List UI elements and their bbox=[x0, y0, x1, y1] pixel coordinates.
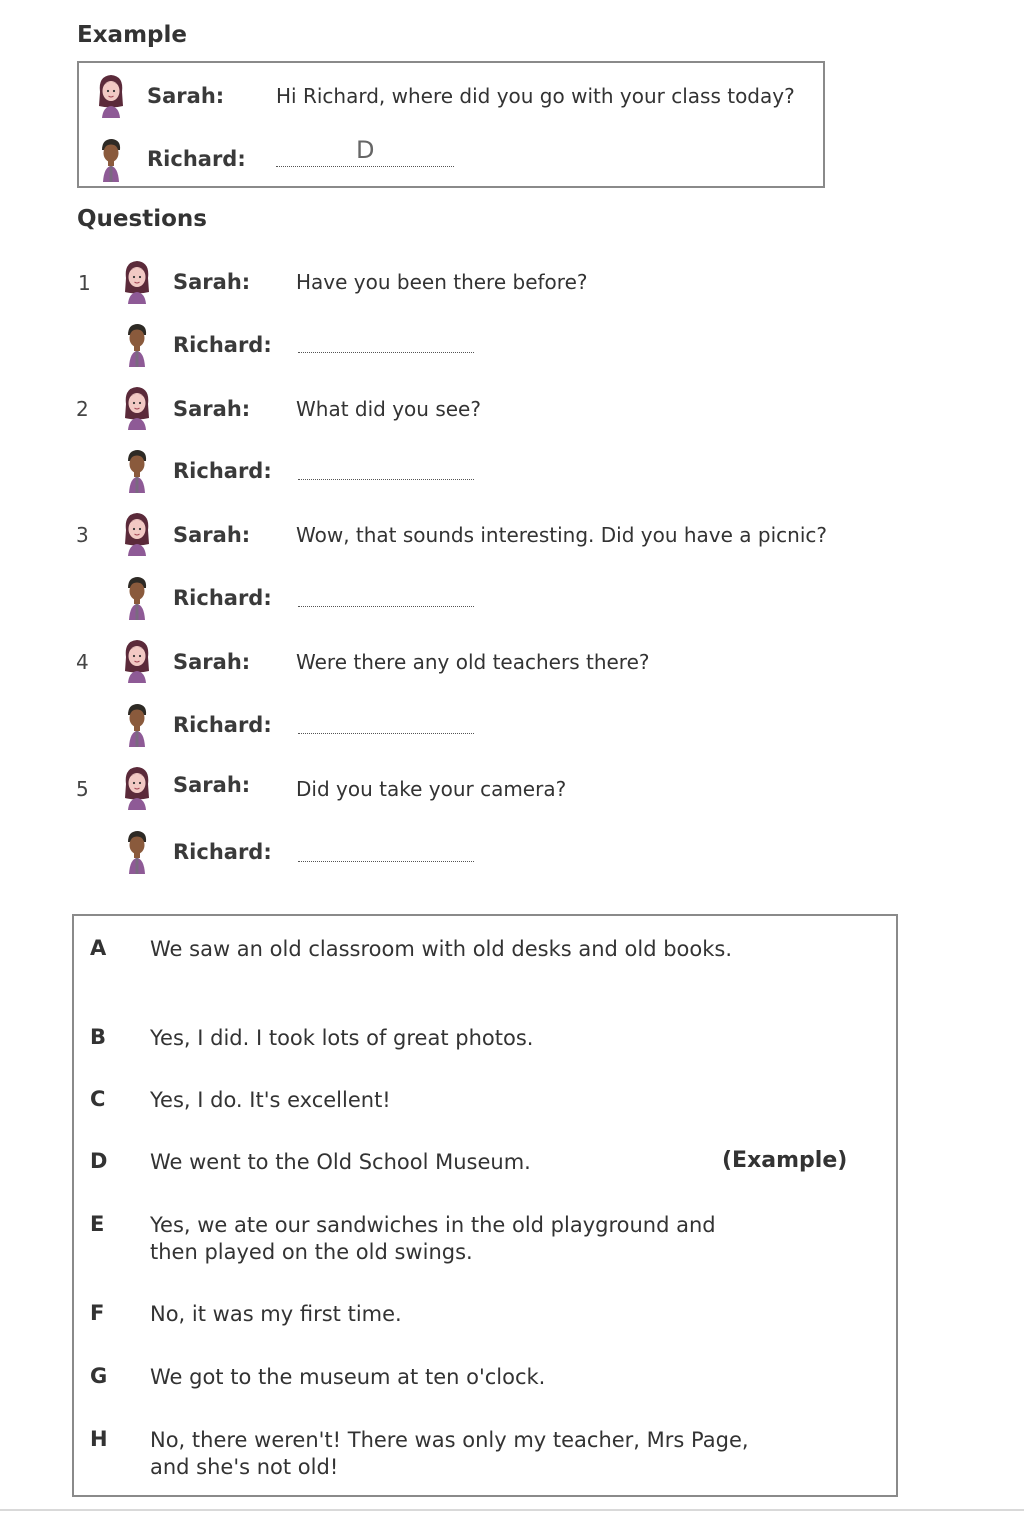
sarah-question: Did you take your camera? bbox=[296, 777, 567, 801]
questions-heading: Questions bbox=[77, 206, 207, 232]
option-text: Yes, we ate our sandwiches in the old playground and then played on the old swings. bbox=[150, 1213, 716, 1264]
option-text: We got to the museum at ten o'clock. bbox=[150, 1365, 546, 1389]
question-number: 4 bbox=[76, 650, 89, 674]
sarah-label: Sarah: bbox=[173, 650, 251, 674]
boy-avatar-icon bbox=[122, 701, 152, 747]
bottom-divider bbox=[0, 1509, 1024, 1511]
sarah-label: Sarah: bbox=[173, 270, 251, 294]
answer-blank[interactable] bbox=[298, 351, 474, 353]
richard-label: Richard: bbox=[173, 586, 272, 610]
sarah-label: Sarah: bbox=[173, 773, 251, 797]
richard-label: Richard: bbox=[173, 713, 272, 737]
girl-avatar-icon bbox=[96, 72, 126, 118]
question-number: 3 bbox=[76, 523, 89, 547]
sarah-question: Have you been there before? bbox=[296, 270, 588, 294]
answer-blank[interactable] bbox=[298, 605, 474, 607]
boy-avatar-icon bbox=[122, 574, 152, 620]
option-text: No, there weren't! There was only my teacher, Mrs Page, and she's not old! bbox=[150, 1428, 749, 1479]
boy-avatar-icon bbox=[122, 447, 152, 493]
richard-label: Richard: bbox=[173, 459, 272, 483]
girl-avatar-icon bbox=[122, 510, 152, 556]
option-text: We went to the Old School Museum. bbox=[150, 1150, 531, 1174]
option-text: We saw an old classroom with old desks and old books. bbox=[150, 937, 733, 961]
option-letter: H bbox=[90, 1427, 108, 1451]
girl-avatar-icon bbox=[122, 764, 152, 810]
answer-blank[interactable] bbox=[298, 732, 474, 734]
sarah-question: Were there any old teachers there? bbox=[296, 650, 650, 674]
option-letter: F bbox=[90, 1301, 105, 1325]
option-text: Yes, I did. I took lots of great photos. bbox=[150, 1026, 534, 1050]
example-answer: D bbox=[356, 136, 375, 164]
option-letter: D bbox=[90, 1149, 108, 1173]
option-letter: E bbox=[90, 1212, 105, 1236]
sarah-label: Sarah: bbox=[147, 84, 225, 108]
option-text: Yes, I do. It's excellent! bbox=[150, 1088, 391, 1112]
options-box bbox=[72, 914, 898, 1497]
richard-label: Richard: bbox=[173, 840, 272, 864]
sarah-question: Hi Richard, where did you go with your class today? bbox=[276, 84, 795, 108]
boy-avatar-icon bbox=[122, 828, 152, 874]
richard-label: Richard: bbox=[147, 147, 246, 171]
answer-blank[interactable] bbox=[298, 860, 474, 862]
answer-blank[interactable] bbox=[298, 478, 474, 480]
option-text: No, it was my first time. bbox=[150, 1302, 402, 1326]
boy-avatar-icon bbox=[96, 136, 126, 182]
option-letter: G bbox=[90, 1364, 108, 1388]
sarah-question: What did you see? bbox=[296, 397, 481, 421]
girl-avatar-icon bbox=[122, 637, 152, 683]
girl-avatar-icon bbox=[122, 384, 152, 430]
example-tag: (Example) bbox=[722, 1148, 848, 1173]
question-number: 5 bbox=[76, 777, 89, 801]
answer-blank bbox=[276, 165, 454, 167]
question-number: 1 bbox=[78, 271, 91, 295]
sarah-label: Sarah: bbox=[173, 397, 251, 421]
sarah-question: Wow, that sounds interesting. Did you have a picnic? bbox=[296, 523, 827, 547]
question-number: 2 bbox=[76, 397, 89, 421]
sarah-label: Sarah: bbox=[173, 523, 251, 547]
option-letter: A bbox=[90, 936, 107, 960]
example-heading: Example bbox=[77, 22, 187, 48]
option-letter: C bbox=[90, 1087, 106, 1111]
option-letter: B bbox=[90, 1025, 107, 1049]
girl-avatar-icon bbox=[122, 258, 152, 304]
boy-avatar-icon bbox=[122, 321, 152, 367]
richard-label: Richard: bbox=[173, 333, 272, 357]
